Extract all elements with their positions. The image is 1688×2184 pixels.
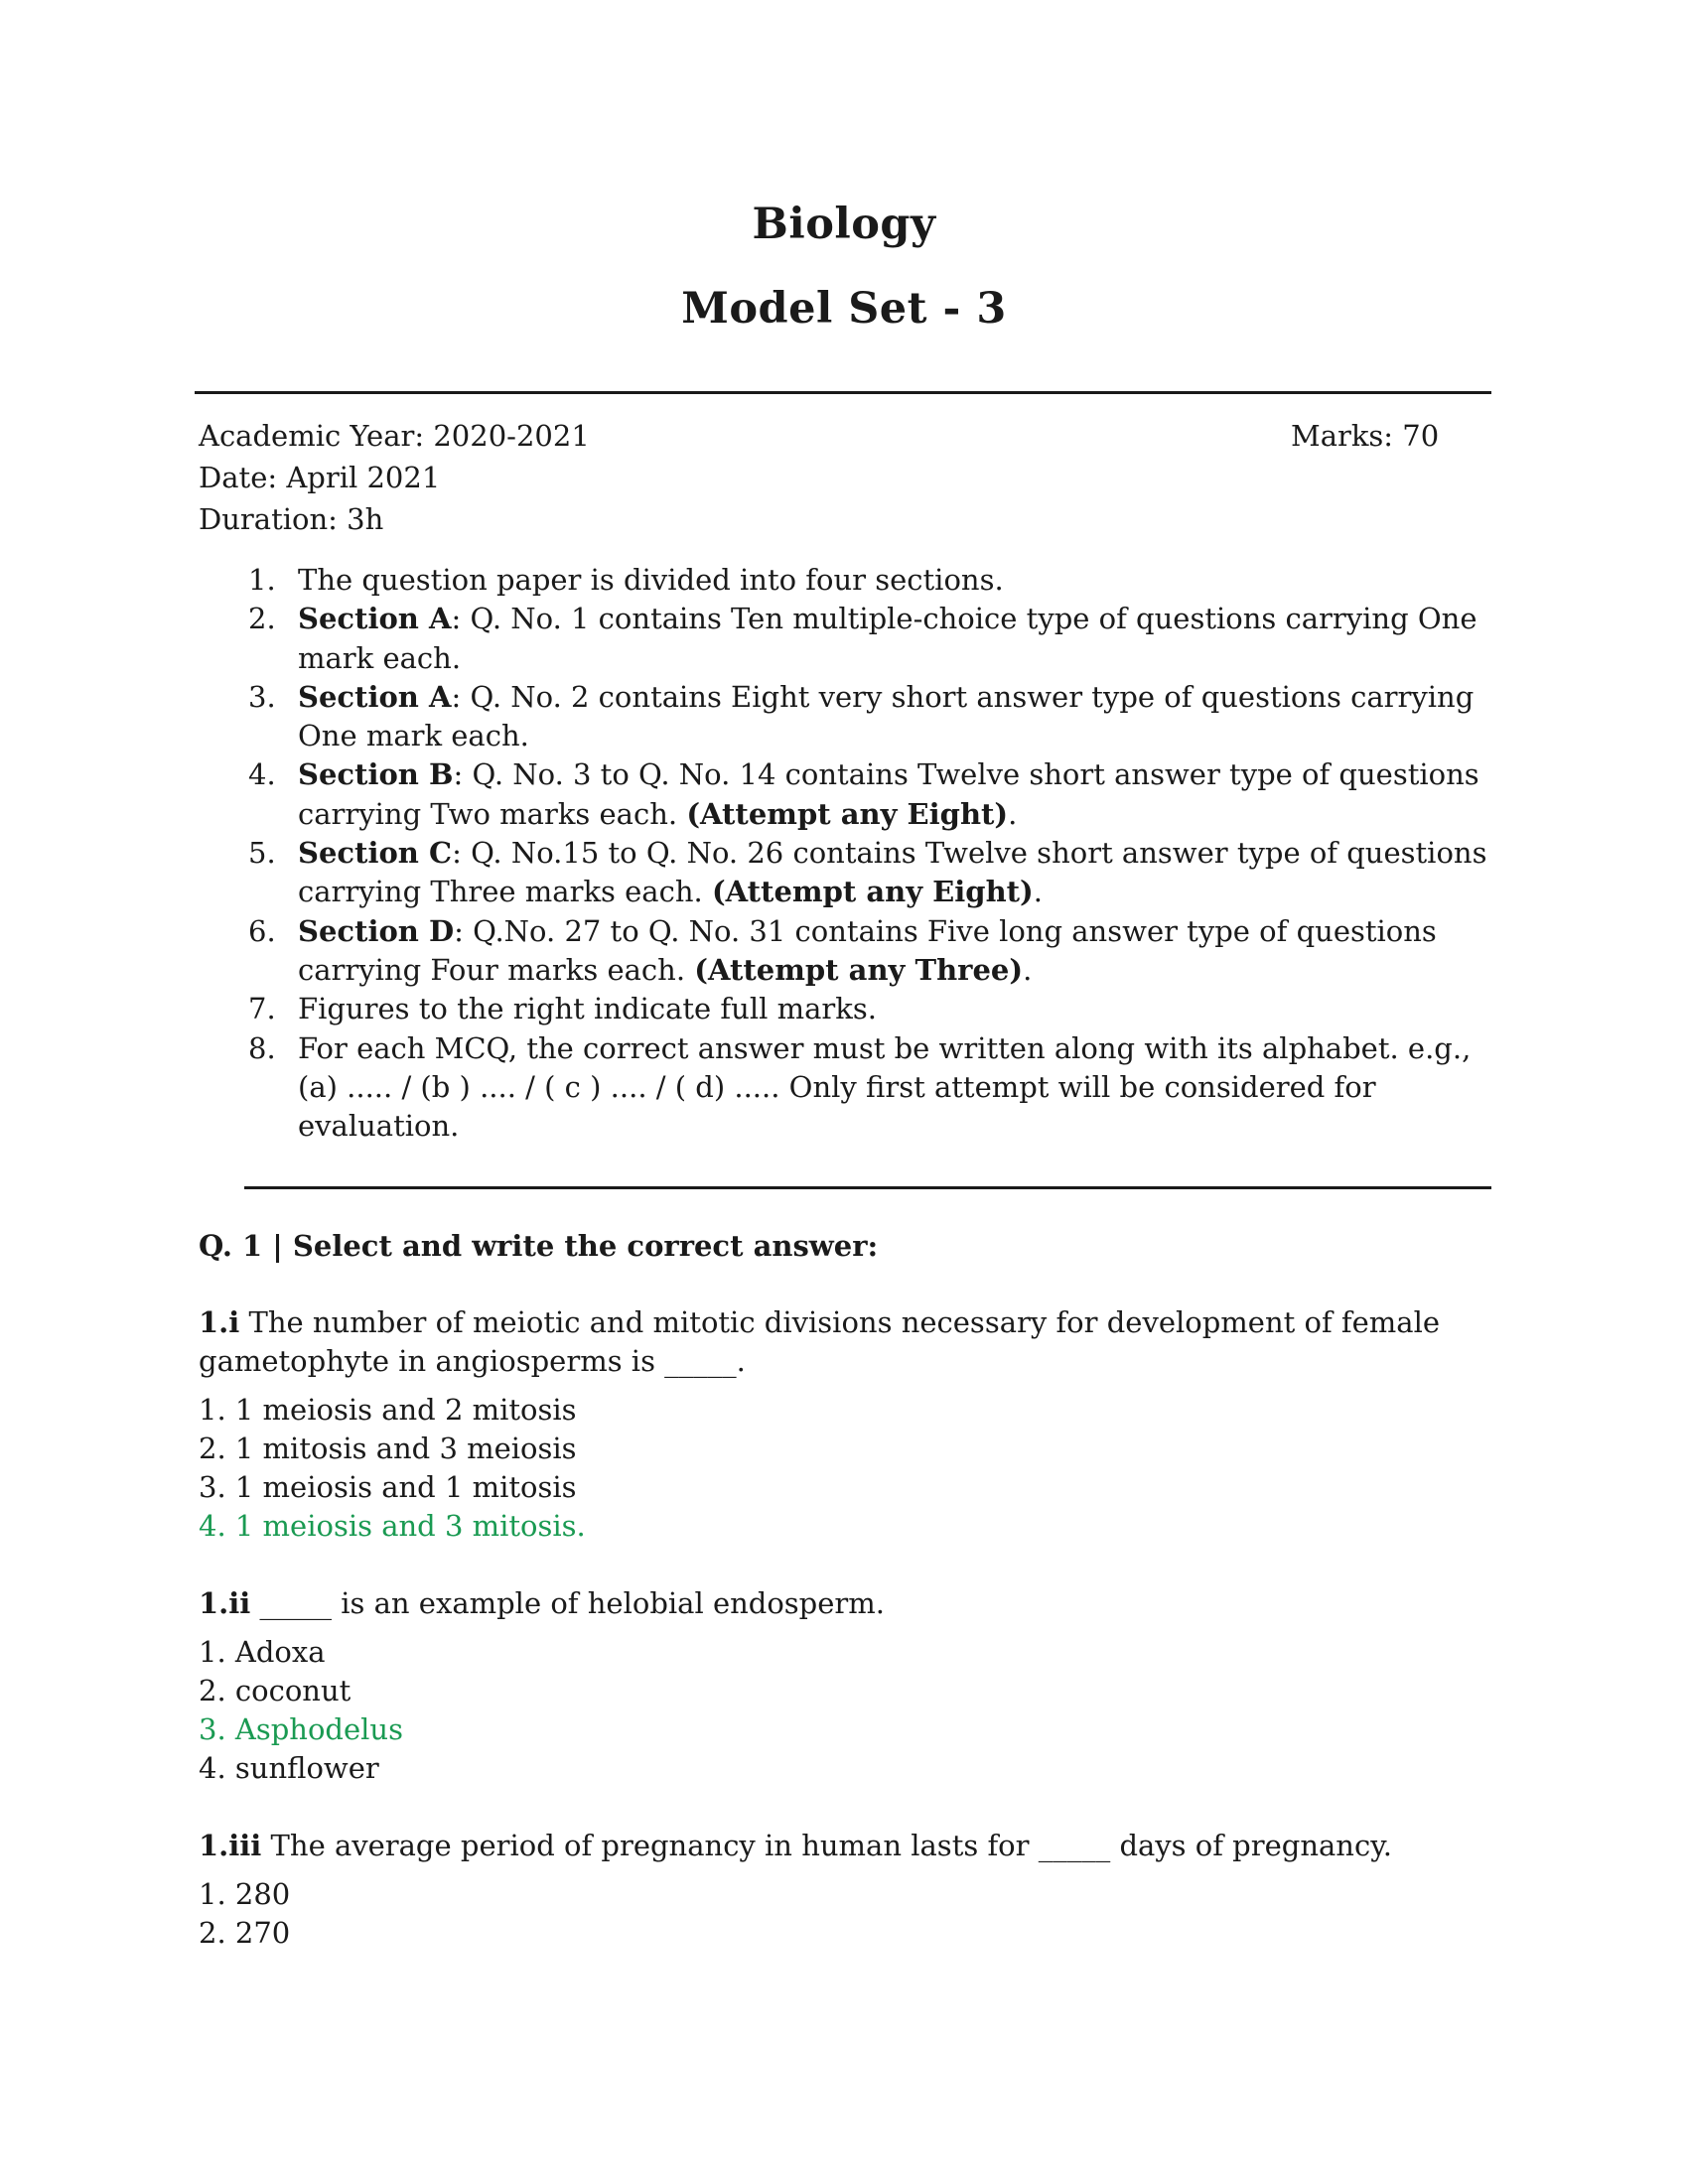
- document-title: Biology: [752, 200, 936, 249]
- question-item: [199, 1303, 1489, 1546]
- instruction-item: 6. Section D: Q.No. 27 to Q. No. 31 contains Five long answer type of questions carrying Four marks each. (Attempt any Three).: [248, 913, 1437, 987]
- instruction-item: 4. Section B: Q. No. 3 to Q. No. 14 contains Twelve short answer type of questions carrying Two marks each. (Attempt any Eight).: [248, 757, 1479, 831]
- divider-top: [195, 391, 1491, 394]
- instruction-item: 1. The question paper is divided into four sections.: [248, 563, 1004, 597]
- answer-option-correct: 4. 1 meiosis and 3 mitosis.: [199, 1509, 586, 1543]
- question-heading: Q. 1 | Select and write the correct answer:: [199, 1229, 879, 1263]
- answer-option: 2. 1 mitosis and 3 meiosis: [199, 1432, 577, 1465]
- academic-year: Academic Year: 2020-2021: [199, 419, 590, 453]
- instruction-item: 3. Section A: Q. No. 2 contains Eight very short answer type of questions carrying One mark each.: [248, 679, 1475, 753]
- answer-option: 1. 1 meiosis and 2 mitosis: [199, 1393, 577, 1427]
- question-stem: 1.iii The average period of pregnancy in human lasts for _____ days of pregnancy.: [199, 1829, 1392, 1862]
- answer-option: 2. 270: [199, 1916, 291, 1950]
- answer-option: 1. Adoxa: [199, 1635, 326, 1669]
- answer-option: 2. coconut: [199, 1674, 352, 1707]
- instruction-item: 8. For each MCQ, the correct answer must be written along with its alphabet. e.g., (a) ..... / (b ) .... / ( c ) .... / ( d) ..... Only first attempt will be considered for evaluation.: [248, 1030, 1472, 1144]
- question-item: [199, 1827, 1489, 1953]
- question-stem: 1.ii _____ is an example of helobial endosperm.: [199, 1586, 885, 1620]
- answer-option: 1. 280: [199, 1877, 291, 1911]
- answer-option: 3. 1 meiosis and 1 mitosis: [199, 1470, 577, 1504]
- instruction-item: 5. Section C: Q. No.15 to Q. No. 26 contains Twelve short answer type of questions carrying Three marks each. (Attempt any Eight).: [248, 836, 1487, 909]
- instructions-list: [199, 561, 1489, 1146]
- exam-duration: Duration: 3h: [199, 502, 384, 536]
- document-subtitle: Model Set - 3: [681, 284, 1007, 334]
- instruction-item: 2. Section A: Q. No. 1 contains Ten multiple-choice type of questions carrying One mark each.: [248, 602, 1477, 675]
- total-marks: Marks: 70: [1291, 419, 1440, 453]
- answer-option-correct: 3. Asphodelus: [199, 1712, 403, 1746]
- question-item: [199, 1584, 1489, 1788]
- exam-date: Date: April 2021: [199, 461, 441, 494]
- question-stem: 1.i The number of meiotic and mitotic divisions necessary for development of female gametophyte in angiosperms is _____.: [199, 1305, 1441, 1378]
- exam-meta: [199, 415, 590, 540]
- divider-bottom: [244, 1186, 1491, 1189]
- instruction-item: 7. Figures to the right indicate full marks.: [248, 992, 877, 1026]
- answer-option: 4. sunflower: [199, 1751, 379, 1785]
